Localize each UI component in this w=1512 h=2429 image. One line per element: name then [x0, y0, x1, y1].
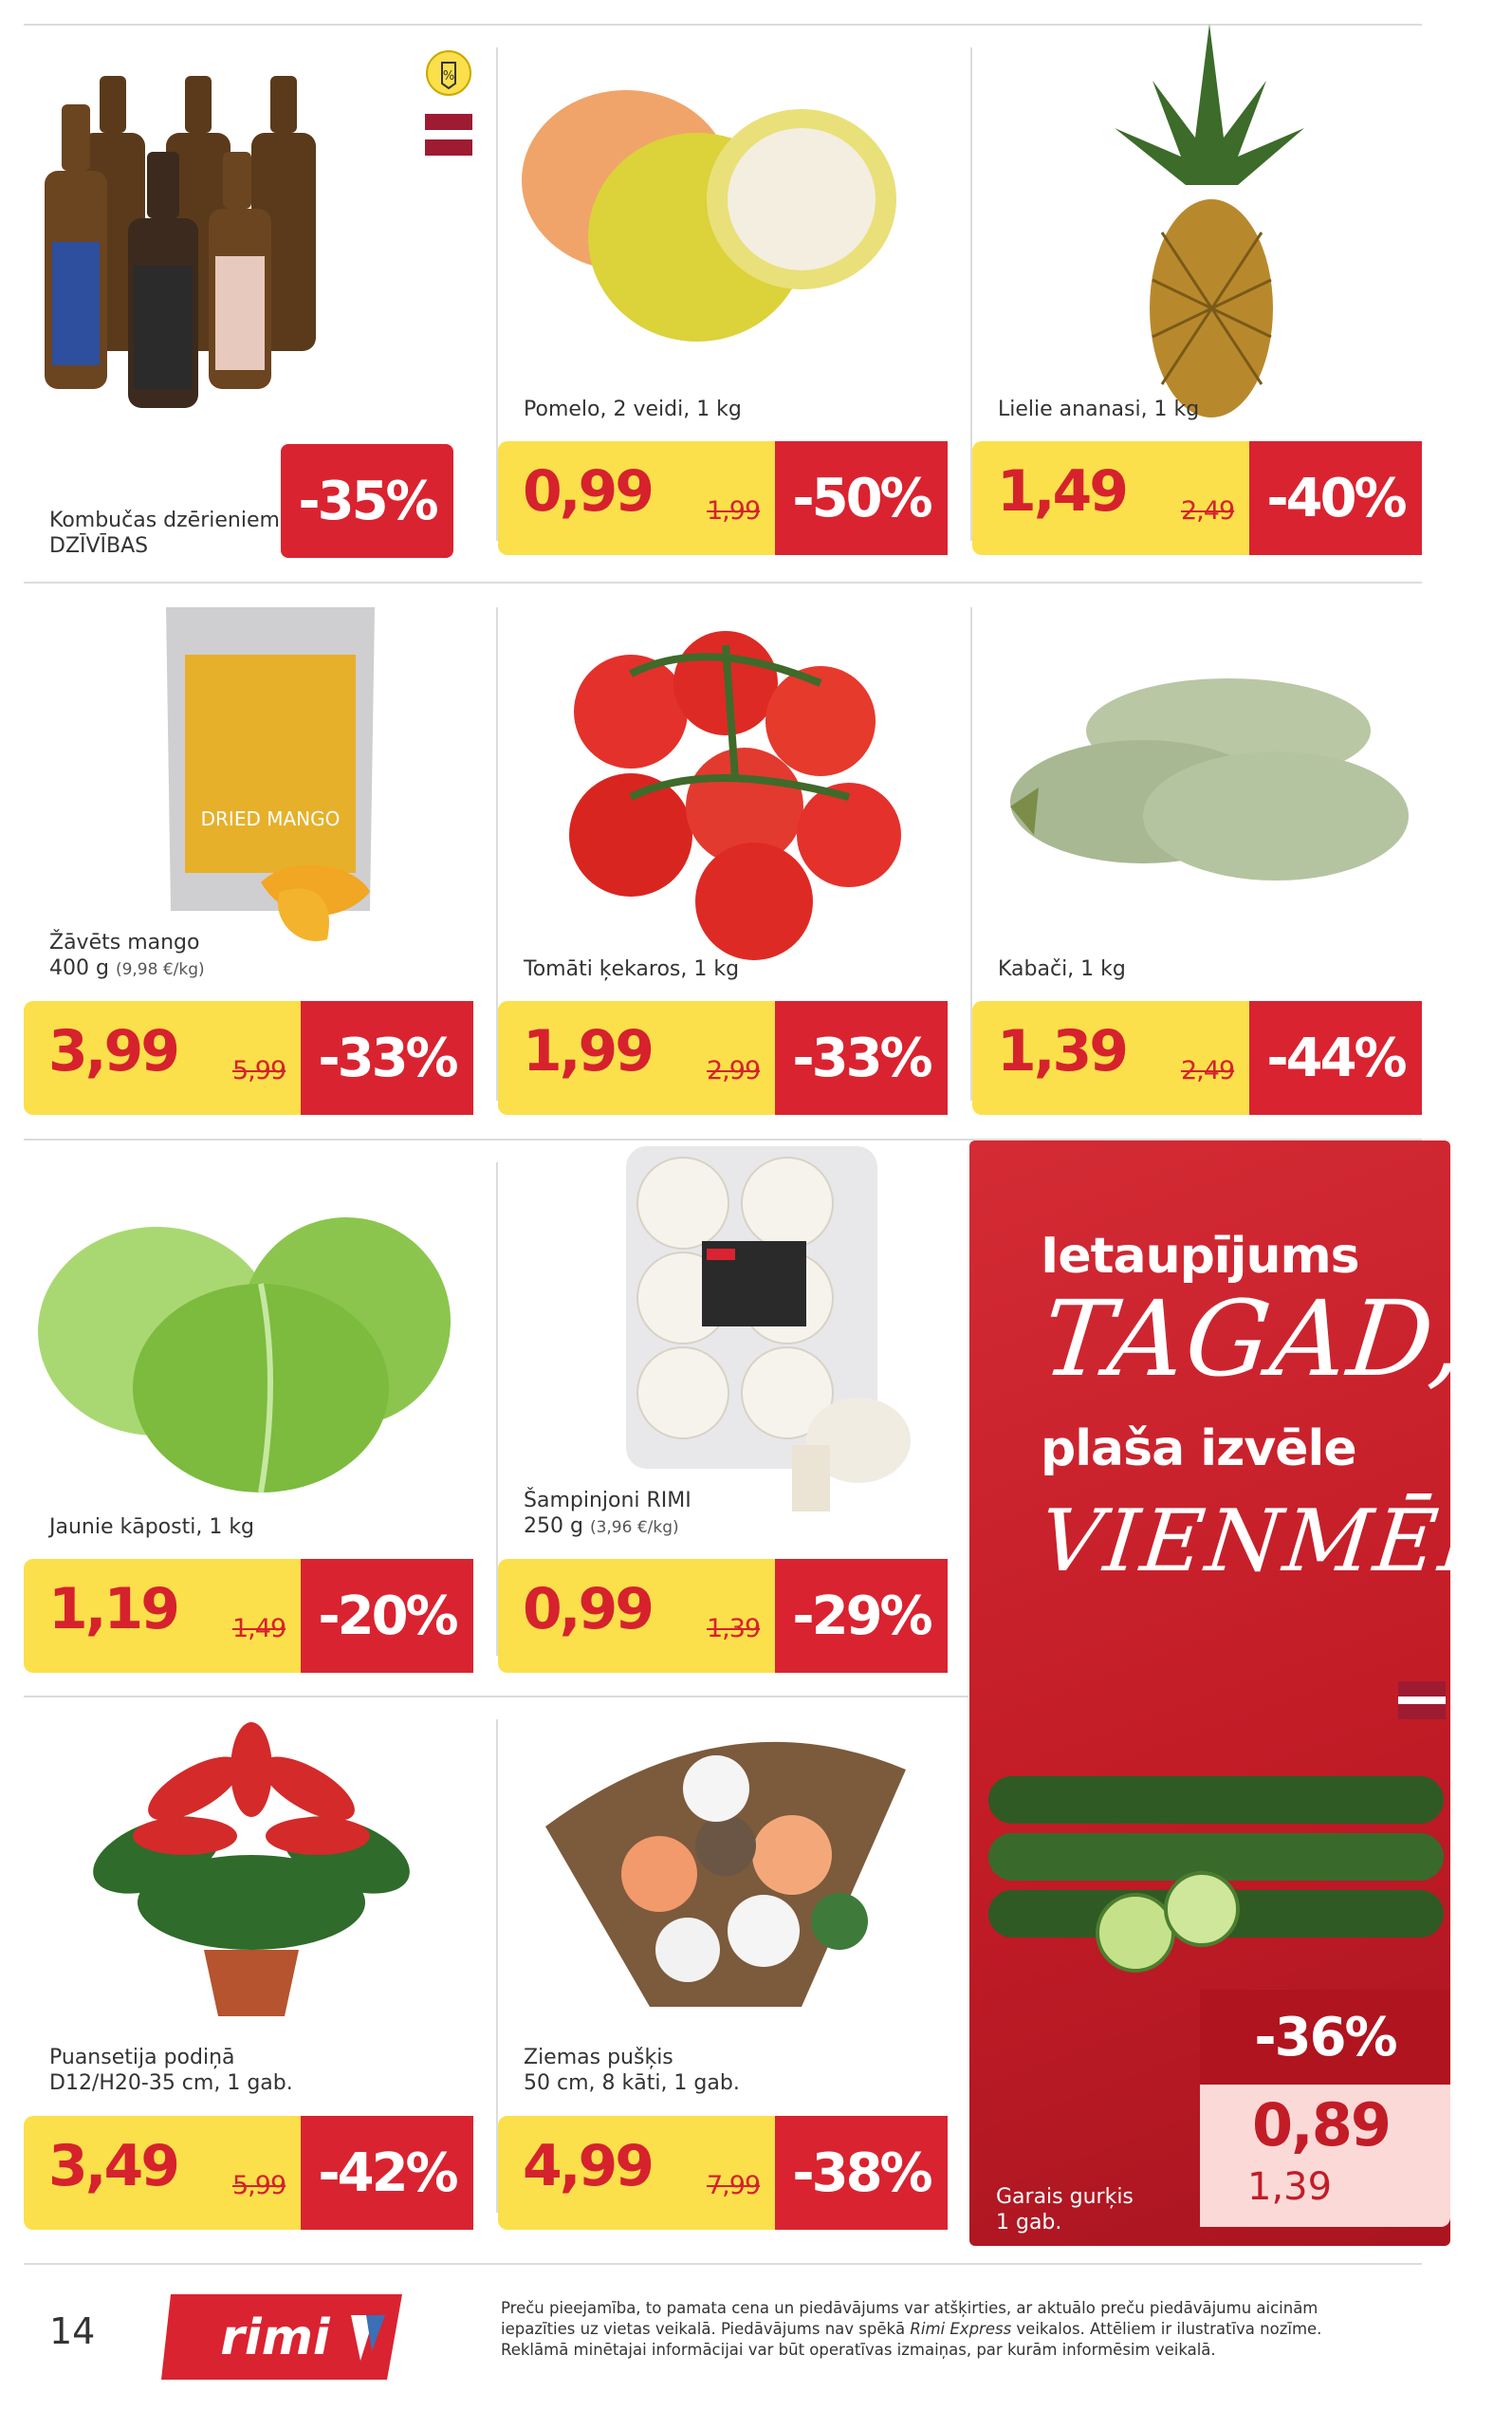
product-card-bouquet[interactable] [498, 1713, 951, 2244]
discount-badge: -44% [1249, 1001, 1422, 1115]
product-name: Pomelo, 2 veidi, 1 kg [524, 398, 742, 421]
tomatoes-image [517, 617, 934, 958]
divider [24, 2263, 1422, 2265]
discount-badge: -35% [281, 444, 453, 558]
price-bar [972, 441, 1422, 555]
price-bar [498, 2116, 948, 2230]
product-name: Kombučas dzērieniem DZĪVĪBAS [49, 509, 280, 558]
current-price: 1,49 [997, 458, 1127, 525]
old-price: 1,39 [707, 1614, 761, 1643]
latvia-flag-icon [425, 114, 472, 156]
discount-badge: -33% [301, 1001, 473, 1115]
price-bar [498, 1001, 948, 1115]
product-name: Puansetija podiņā D12/H20-35 cm, 1 gab. [49, 2046, 293, 2095]
poinsettia-image [43, 1713, 460, 2035]
promo-old-price: 1,39 [1247, 2165, 1333, 2209]
old-price: 5,99 [232, 1056, 286, 1085]
promo-price-box [1200, 2085, 1450, 2227]
percent-tag-icon [425, 49, 472, 97]
old-price: 1,99 [707, 496, 761, 526]
current-price: 1,99 [523, 1018, 653, 1085]
promo-subline-script: VIENMĒR [1035, 1492, 1512, 1591]
product-card-poinsettia[interactable] [24, 1713, 477, 2244]
old-price: 5,99 [232, 2171, 286, 2200]
product-card-pomelo[interactable] [498, 38, 951, 569]
promo-subline: plaša izvēle [1041, 1420, 1356, 1477]
product-name: Jaunie kāposti, 1 kg [49, 1515, 255, 1539]
price-bar [24, 2116, 473, 2230]
product-card-cabbage[interactable] [24, 1156, 477, 1687]
divider [24, 1696, 968, 1697]
discount-badge: -20% [301, 1559, 473, 1673]
page-number: 14 [49, 2310, 96, 2352]
bouquet-image [517, 1713, 934, 2035]
cabbage-image [33, 1208, 451, 1493]
promo-headline-script: TAGAD, [1037, 1278, 1473, 1400]
zucchini-image [991, 645, 1409, 930]
price-bar [972, 1001, 1422, 1115]
product-name: Lielie ananasi, 1 kg [998, 398, 1200, 421]
svg-text:%: % [442, 69, 455, 83]
promo-current-price: 0,89 [1252, 2090, 1390, 2160]
discount-badge: -50% [775, 441, 948, 555]
pomelo-image [517, 76, 934, 361]
price-bar [498, 1559, 948, 1673]
promo-discount-badge: -36% [1200, 1990, 1450, 2085]
old-price: 7,99 [707, 2171, 761, 2200]
discount-badge: -42% [301, 2116, 473, 2230]
current-price: 3,99 [48, 1018, 178, 1085]
legal-disclaimer: Preču pieejamība, to pamata cena un piedāvājums var atšķirties, ar aktuālo preču piedāvājumu aicinām iepazīties uz vietas veikalā. Piedāvājums nav spēkā Rimi Express veikalos. Attēliem ir ilustratīva nozīme. Reklāmā minētajai informācijai var būt operatīvas izmaiņas, par kurām informēsim veikalā. [501, 2299, 1322, 2359]
kombucha-bottles-image [43, 76, 460, 455]
product-name: Žāvēts mango 400 g (9,98 €/kg) [49, 931, 205, 980]
product-card-kombucha[interactable] [24, 28, 477, 560]
current-price: 0,99 [523, 458, 653, 525]
current-price: 3,49 [48, 2133, 178, 2199]
price-bar [24, 1559, 473, 1673]
discount-badge: -29% [775, 1559, 948, 1673]
discount-badge: -38% [775, 2116, 948, 2230]
current-price: 4,99 [523, 2133, 653, 2199]
old-price: 2,99 [707, 1056, 761, 1085]
rimi-logo [161, 2294, 402, 2380]
old-price: 2,49 [1181, 496, 1235, 526]
pineapple-image [991, 24, 1409, 403]
mushrooms-image [517, 1146, 934, 1526]
product-card-tomatoes[interactable] [498, 598, 951, 1129]
price-bar [24, 1001, 473, 1115]
product-card-mushrooms[interactable] [498, 1156, 951, 1687]
promo-panel-cucumber[interactable] [969, 1140, 1512, 2246]
product-card-zucchini[interactable] [972, 598, 1426, 1129]
price-bar [498, 441, 948, 555]
current-price: 0,99 [523, 1576, 653, 1642]
old-price: 2,49 [1181, 1056, 1235, 1085]
latvia-flag-icon [1398, 1681, 1446, 1719]
current-price: 1,39 [997, 1018, 1127, 1085]
promo-headline: Ietaupījums [1041, 1228, 1359, 1285]
product-name: Šampinjoni RIMI 250 g (3,96 €/kg) [524, 1489, 691, 1538]
current-price: 1,19 [48, 1576, 178, 1642]
promo-product-name: Garais gurķis 1 gab. [996, 2185, 1134, 2234]
cucumber-image [969, 1748, 1450, 1985]
discount-badge: -40% [1249, 441, 1422, 555]
svg-text:DRIED MANGO: DRIED MANGO [200, 807, 341, 830]
product-card-pineapple[interactable] [972, 38, 1426, 569]
product-name: Kabači, 1 kg [998, 957, 1126, 981]
discount-badge: -33% [775, 1001, 948, 1115]
svg-text:rimi: rimi [220, 2309, 330, 2366]
product-name: Tomāti ķekaros, 1 kg [524, 957, 740, 981]
divider [24, 582, 1422, 584]
product-name: Ziemas pušķis 50 cm, 8 kāti, 1 gab. [524, 2046, 740, 2095]
product-card-dried-mango[interactable] [24, 598, 477, 1129]
old-price: 1,49 [232, 1614, 286, 1643]
